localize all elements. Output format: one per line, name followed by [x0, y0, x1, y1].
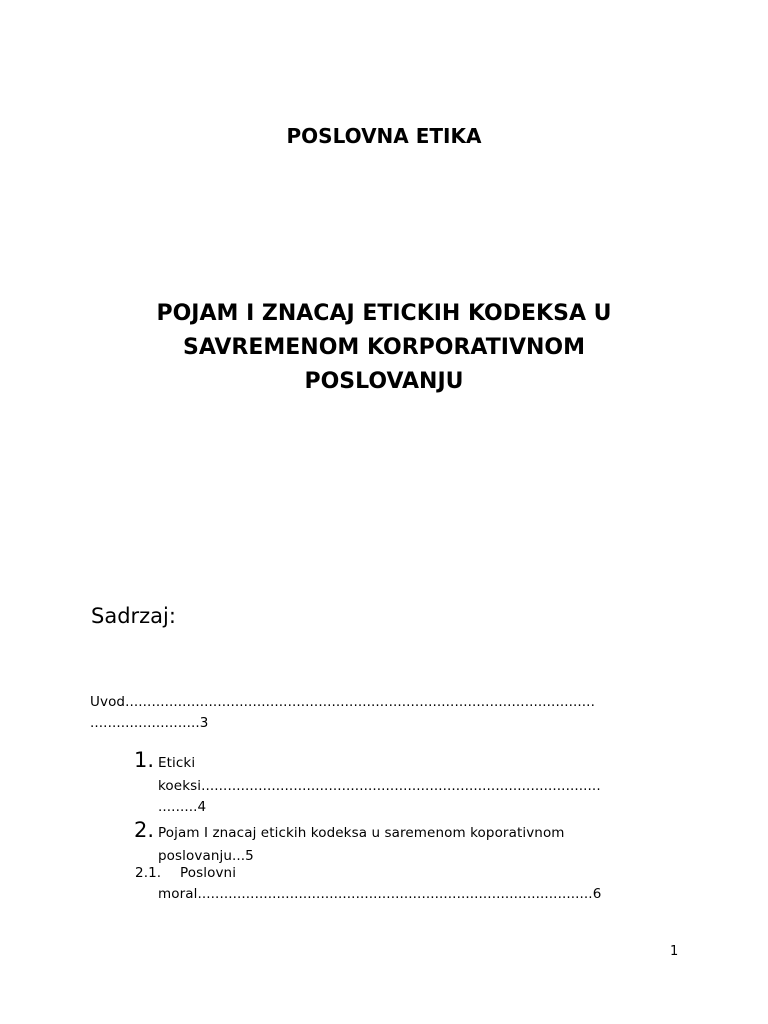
toc-entry-2-1-line-1: Poslovni [180, 865, 237, 881]
toc-entry-uvod-line-2: .........................3 [90, 715, 209, 731]
toc-entry-1-line-1: Eticki [158, 755, 196, 771]
toc-entry-1-number: 1. [134, 748, 155, 772]
toc-entry-1-line-2: koeksi........................................................................................... [158, 778, 601, 794]
page-number: 1 [670, 944, 679, 959]
main-title-line-2: SAVREMENOM KORPORATIVNOM [183, 335, 585, 360]
toc-entry-1-line-3: .........4 [158, 799, 207, 815]
toc-heading: Sadrzaj: [91, 604, 176, 628]
toc-entry-2-line-2: poslovanju...5 [158, 848, 254, 864]
toc-entry-2-number: 2. [134, 818, 155, 842]
main-title-line-1: POJAM I ZNACAJ ETICKIH KODEKSA U [156, 301, 612, 326]
toc-entry-uvod-line-1: Uvod........................................................................................................... [90, 694, 595, 710]
course-title: POSLOVNA ETIKA [286, 124, 482, 148]
toc-entry-2-1-line-2: moral..........................................................................................6 [158, 886, 602, 902]
main-title-line-3: POSLOVANJU [304, 369, 464, 394]
main-title [0, 297, 768, 399]
toc-entry-2-1-number: 2.1. [135, 865, 162, 881]
toc-entry-2-line-1: Pojam I znacaj etickih kodeksa u saremenom koporativnom [158, 825, 565, 841]
